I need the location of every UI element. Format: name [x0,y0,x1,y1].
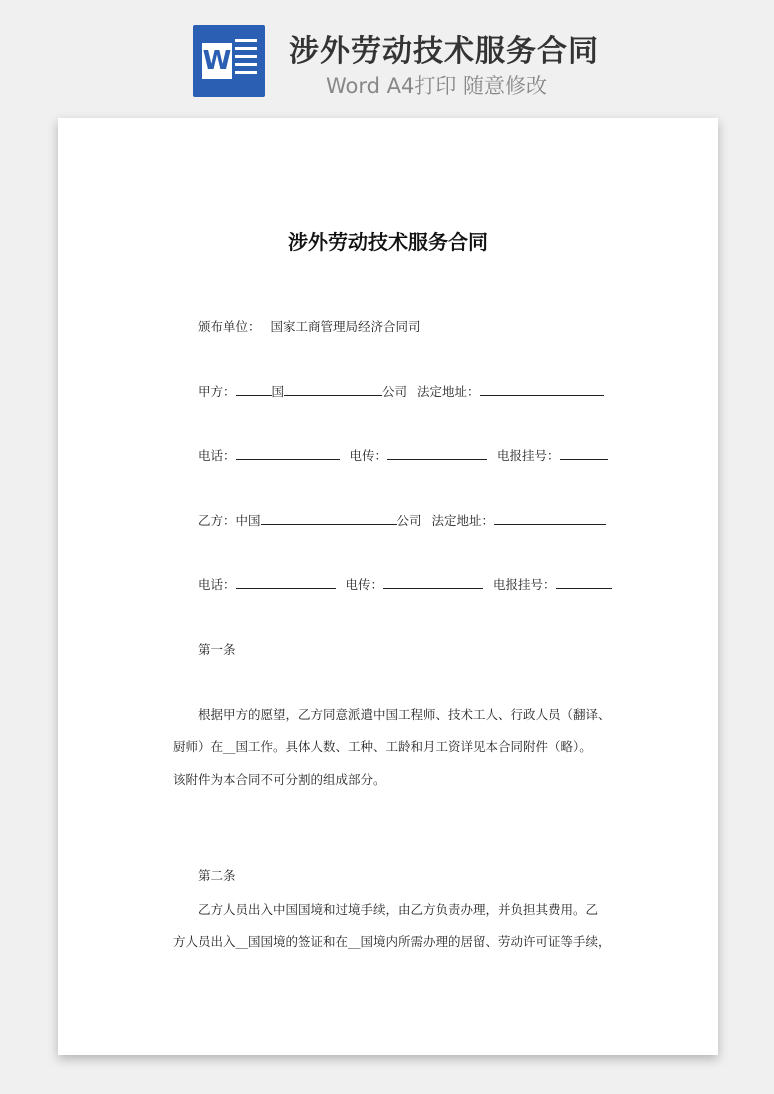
article-2-line-1: 乙方人员出入中国国境和过境手续，由乙方负责办理，并负担其费用。乙 [198,902,599,917]
party-a-line [198,382,604,400]
party-a-company-blank[interactable] [284,383,382,396]
article-2-line-2: 方人员出入__国国境的签证和在__国境内所需办理的居留、劳动许可证等手续， [173,934,611,949]
telegraph-label: 电报挂号： [493,577,556,592]
party-b-prefix: 中国 [235,513,261,528]
phone-blank[interactable] [236,576,336,589]
banner-title: 涉外劳动技术服务合同 [289,34,599,69]
party-a-company-suffix: 公司 [382,384,408,399]
phone-label: 电话： [198,448,236,463]
party-b-contact-line [198,575,612,593]
document-page [58,118,718,1055]
party-a-country-suffix: 国 [271,384,285,399]
fax-label: 电传： [349,448,388,463]
party-a-address-label: 法定地址： [417,384,480,399]
fax-label: 电传： [345,577,384,592]
word-document-icon [193,25,265,97]
article-1-heading: 第一条 [198,642,236,657]
telegraph-blank[interactable] [556,576,612,589]
party-a-contact-line [198,446,608,464]
issuer-label: 颁布单位： [198,319,261,334]
party-b-address-label: 法定地址： [431,513,495,528]
party-b-label: 乙方： [198,513,236,528]
banner-header [0,0,774,110]
article-2-heading: 第二条 [198,868,236,883]
article-1-line-1: 根据甲方的愿望，乙方同意派遣中国工程师、技术工人、行政人员（翻译、 [198,707,611,722]
word-logo-letter: W [202,43,232,79]
fax-blank[interactable] [387,447,487,460]
article-1-line-2: 厨师）在__国工作。具体人数、工种、工龄和月工资详见本合同附件（略）。 [173,739,592,754]
party-b-company-suffix: 公司 [396,513,422,528]
text-lines-graphic [235,39,257,79]
party-a-address-blank[interactable] [480,383,604,396]
telegraph-label: 电报挂号： [497,448,560,463]
issuer-line [198,317,421,335]
phone-blank[interactable] [236,447,340,460]
document-title: 涉外劳动技术服务合同 [288,230,488,254]
party-b-company-blank[interactable] [261,512,397,525]
party-b-line [198,511,606,529]
banner-subtitle: Word A4打印 随意修改 [326,74,548,98]
party-b-address-blank[interactable] [494,512,606,525]
fax-blank[interactable] [383,576,483,589]
issuer-value: 国家工商管理局经济合同司 [270,319,421,334]
party-a-country-blank[interactable] [236,383,272,396]
party-a-label: 甲方： [198,384,236,399]
article-1-line-3: 该附件为本合同不可分割的组成部分。 [173,772,386,787]
phone-label: 电话： [198,577,236,592]
telegraph-blank[interactable] [560,447,608,460]
